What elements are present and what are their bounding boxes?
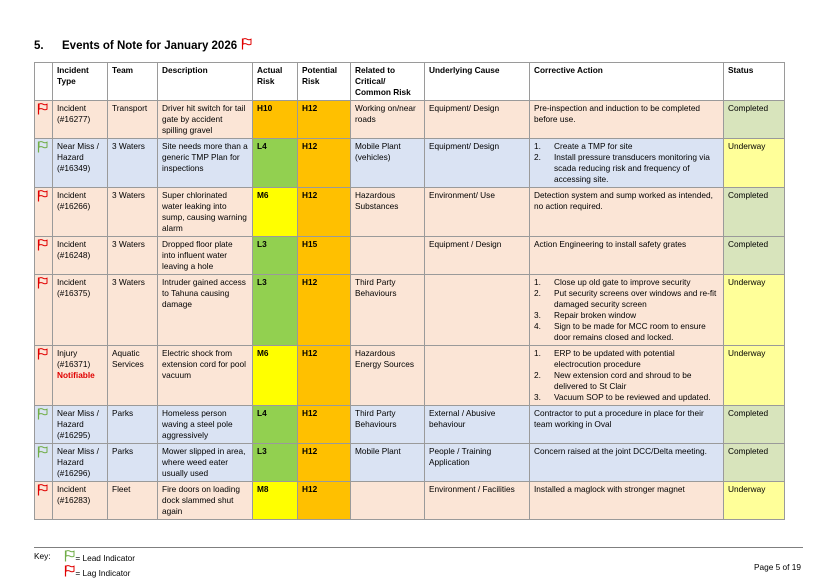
- column-header: Actual Risk: [253, 63, 298, 101]
- description-cell: Intruder gained access to Tahuna causing damage: [158, 275, 253, 346]
- incident-type: Incident: [57, 103, 87, 113]
- key-label: Key:: [34, 551, 51, 561]
- underlying-cause-cell: Equipment/ Design: [425, 101, 530, 139]
- column-header: Related to Critical/ Common Risk: [351, 63, 425, 101]
- team-cell: Aquatic Services: [108, 346, 158, 406]
- status-cell: Underway: [724, 346, 785, 406]
- lag-flag-icon: [64, 565, 75, 578]
- actual-risk-cell: M6: [253, 188, 298, 237]
- status-cell: Completed: [724, 237, 785, 275]
- potential-risk-cell: H12: [298, 346, 351, 406]
- incident-type-cell: [53, 237, 108, 275]
- incident-id: (#16295): [57, 430, 91, 440]
- column-header: Description: [158, 63, 253, 101]
- related-risk-cell: [351, 237, 425, 275]
- action-text: Create a TMP for site: [554, 141, 633, 151]
- incident-id: (#16371): [57, 359, 91, 369]
- incident-id: (#16349): [57, 163, 91, 173]
- potential-risk-cell: H12: [298, 406, 351, 444]
- action-number: 1.: [534, 141, 541, 151]
- underlying-cause-cell: Equipment/ Design: [425, 139, 530, 188]
- description-cell: Homeless person waving a steel pole aggressively: [158, 406, 253, 444]
- incident-type: Near Miss / Hazard: [57, 408, 99, 429]
- incident-type-cell: [53, 346, 108, 406]
- corrective-action-text: Pre-inspection and induction to be completed before use.: [534, 103, 701, 124]
- actual-risk-cell: L3: [253, 237, 298, 275]
- actual-risk-cell: H10: [253, 101, 298, 139]
- incident-type: Incident: [57, 190, 87, 200]
- incident-id: (#16375): [57, 288, 91, 298]
- team-cell: 3 Waters: [108, 139, 158, 188]
- team-cell: Fleet: [108, 482, 158, 520]
- description-cell: Driver hit switch for tail gate by accident spilling gravel: [158, 101, 253, 139]
- underlying-cause-cell: [425, 275, 530, 346]
- related-risk-cell: Mobile Plant: [351, 444, 425, 482]
- notifiable-label: Notifiable: [57, 370, 95, 380]
- action-number: 2.: [534, 370, 541, 380]
- incident-id: (#16277): [57, 114, 91, 124]
- lag-flag-icon: [37, 107, 48, 117]
- indicator-cell: [35, 346, 53, 406]
- corrective-action-cell: [530, 346, 724, 406]
- corrective-action-cell: [530, 188, 724, 237]
- list-item: [534, 370, 719, 392]
- column-header: Potential Risk: [298, 63, 351, 101]
- corrective-action-text: Detection system and sump worked as intended, no action required.: [534, 190, 713, 211]
- lag-flag-icon: [241, 38, 252, 53]
- incident-type-cell: [53, 444, 108, 482]
- table-row: [35, 275, 785, 346]
- potential-risk-cell: H12: [298, 139, 351, 188]
- list-item: [534, 348, 719, 370]
- team-cell: 3 Waters: [108, 275, 158, 346]
- incident-id: (#16248): [57, 250, 91, 260]
- action-text: Vacuum SOP to be reviewed and updated.: [554, 392, 711, 402]
- status-cell: Completed: [724, 444, 785, 482]
- status-cell: Completed: [724, 188, 785, 237]
- table-header-row: [35, 63, 785, 101]
- table-row: [35, 237, 785, 275]
- team-cell: 3 Waters: [108, 188, 158, 237]
- incident-type-cell: [53, 482, 108, 520]
- table-row: [35, 346, 785, 406]
- lag-flag-icon: [37, 243, 48, 253]
- section-number: 5.: [34, 39, 44, 52]
- table-row: [35, 188, 785, 237]
- description-cell: Super chlorinated water leaking into sump, causing warning alarm: [158, 188, 253, 237]
- potential-risk-cell: H12: [298, 188, 351, 237]
- lag-flag-icon: [37, 352, 48, 362]
- action-text: Install pressure transducers monitoring via scada reducing risk and frequency of accessing site.: [554, 152, 710, 184]
- action-text: ERP to be updated with potential electrocution procedure: [554, 348, 675, 369]
- action-text: Repair broken window: [554, 310, 637, 320]
- corrective-action-cell: [530, 139, 724, 188]
- lead-flag-icon: [37, 412, 48, 422]
- actual-risk-cell: M8: [253, 482, 298, 520]
- indicator-cell: [35, 444, 53, 482]
- potential-risk-cell: H15: [298, 237, 351, 275]
- underlying-cause-cell: Environment / Facilities: [425, 482, 530, 520]
- corrective-action-list: [534, 277, 719, 343]
- lead-flag-icon: [37, 450, 48, 460]
- description-cell: Dropped floor plate into influent water leaving a hole: [158, 237, 253, 275]
- incident-type-cell: [53, 275, 108, 346]
- list-item: [534, 321, 719, 343]
- potential-risk-cell: H12: [298, 275, 351, 346]
- list-item: [534, 288, 719, 310]
- incident-type: Near Miss / Hazard: [57, 141, 99, 162]
- lag-flag-icon: [37, 488, 48, 498]
- lead-flag-icon: [37, 145, 48, 155]
- incident-type: Incident: [57, 277, 87, 287]
- related-risk-cell: [351, 482, 425, 520]
- potential-risk-cell: H12: [298, 482, 351, 520]
- corrective-action-text: Installed a maglock with stronger magnet: [534, 484, 685, 494]
- corrective-action-list: [534, 141, 719, 185]
- column-header: Team: [108, 63, 158, 101]
- actual-risk-cell: L4: [253, 406, 298, 444]
- related-risk-cell: Working on/near roads: [351, 101, 425, 139]
- actual-risk-cell: L3: [253, 275, 298, 346]
- column-header: [35, 63, 53, 101]
- section-heading: [34, 38, 252, 53]
- description-cell: Electric shock from extension cord for pool vacuum: [158, 346, 253, 406]
- lag-flag-icon: [37, 281, 48, 291]
- underlying-cause-cell: Equipment / Design: [425, 237, 530, 275]
- action-number: 4.: [534, 321, 541, 331]
- column-header: Incident Type: [53, 63, 108, 101]
- corrective-action-cell: [530, 406, 724, 444]
- indicator-cell: [35, 406, 53, 444]
- corrective-action-cell: [530, 482, 724, 520]
- corrective-action-text: Concern raised at the joint DCC/Delta meeting.: [534, 446, 707, 456]
- list-item: [534, 277, 719, 288]
- column-header: Status: [724, 63, 785, 101]
- description-cell: Fire doors on loading dock slammed shut again: [158, 482, 253, 520]
- potential-risk-cell: H12: [298, 444, 351, 482]
- underlying-cause-cell: Environment/ Use: [425, 188, 530, 237]
- key-lag-text: = Lag Indicator: [75, 567, 131, 578]
- list-item: [534, 141, 719, 152]
- actual-risk-cell: M6: [253, 346, 298, 406]
- incident-type: Near Miss / Hazard: [57, 446, 99, 467]
- actual-risk-cell: L3: [253, 444, 298, 482]
- table-row: [35, 101, 785, 139]
- related-risk-cell: Third Party Behaviours: [351, 275, 425, 346]
- incident-id: (#16266): [57, 201, 91, 211]
- status-cell: Underway: [724, 482, 785, 520]
- incident-type-cell: [53, 406, 108, 444]
- underlying-cause-cell: People / Training Application: [425, 444, 530, 482]
- action-text: Sign to be made for MCC room to ensure door remains closed and locked.: [554, 321, 706, 342]
- related-risk-cell: Hazardous Substances: [351, 188, 425, 237]
- corrective-action-list: [534, 348, 719, 403]
- corrective-action-cell: [530, 444, 724, 482]
- column-header: Corrective Action: [530, 63, 724, 101]
- action-number: 2.: [534, 152, 541, 162]
- corrective-action-text: Action Engineering to install safety grates: [534, 239, 687, 249]
- indicator-cell: [35, 275, 53, 346]
- corrective-action-cell: [530, 237, 724, 275]
- table-row: [35, 406, 785, 444]
- list-item: [534, 152, 719, 185]
- team-cell: Parks: [108, 406, 158, 444]
- indicator-cell: [35, 139, 53, 188]
- page-number: Page 5 of 19: [753, 562, 801, 572]
- incident-type: Incident: [57, 484, 87, 494]
- key-lag: [64, 565, 135, 578]
- list-item: [534, 310, 719, 321]
- table-row: [35, 444, 785, 482]
- action-number: 1.: [534, 348, 541, 358]
- team-cell: Parks: [108, 444, 158, 482]
- corrective-action-cell: [530, 101, 724, 139]
- incident-type: Incident: [57, 239, 87, 249]
- footer-divider: [34, 547, 803, 548]
- related-risk-cell: Third Party Behaviours: [351, 406, 425, 444]
- potential-risk-cell: H12: [298, 101, 351, 139]
- lag-flag-icon: [37, 194, 48, 204]
- actual-risk-cell: L4: [253, 139, 298, 188]
- status-cell: Completed: [724, 101, 785, 139]
- action-number: 3.: [534, 392, 541, 402]
- corrective-action-cell: [530, 275, 724, 346]
- incident-type-cell: [53, 188, 108, 237]
- lead-flag-icon: [64, 550, 75, 565]
- key-lead: [64, 550, 135, 565]
- corrective-action-text: Contractor to put a procedure in place for their team working in Oval: [534, 408, 704, 429]
- status-cell: Underway: [724, 139, 785, 188]
- related-risk-cell: Mobile Plant (vehicles): [351, 139, 425, 188]
- team-cell: 3 Waters: [108, 237, 158, 275]
- incident-type: Injury: [57, 348, 78, 358]
- list-item: [534, 392, 719, 403]
- description-cell: Site needs more than a generic TMP Plan for inspections: [158, 139, 253, 188]
- description-cell: Mower slipped in area, where weed eater usually used: [158, 444, 253, 482]
- indicator-cell: [35, 237, 53, 275]
- column-header: Underlying Cause: [425, 63, 530, 101]
- incident-id: (#16283): [57, 495, 91, 505]
- status-cell: Underway: [724, 275, 785, 346]
- action-number: 3.: [534, 310, 541, 320]
- events-table: [34, 62, 785, 520]
- indicator-cell: [35, 482, 53, 520]
- status-cell: Completed: [724, 406, 785, 444]
- underlying-cause-cell: [425, 346, 530, 406]
- underlying-cause-cell: External / Abusive behaviour: [425, 406, 530, 444]
- action-number: 2.: [534, 288, 541, 298]
- incident-type-cell: [53, 101, 108, 139]
- key-lead-text: = Lead Indicator: [75, 552, 136, 563]
- action-text: Close up old gate to improve security: [554, 277, 691, 287]
- indicator-cell: [35, 101, 53, 139]
- table-row: [35, 482, 785, 520]
- indicator-cell: [35, 188, 53, 237]
- key-legend: [34, 550, 135, 578]
- related-risk-cell: Hazardous Energy Sources: [351, 346, 425, 406]
- team-cell: Transport: [108, 101, 158, 139]
- action-text: New extension cord and shroud to be delivered to St Clair: [554, 370, 692, 391]
- action-text: Put security screens over windows and re-fit damaged security screen: [554, 288, 717, 309]
- section-title: Events of Note for January 2026: [62, 39, 238, 52]
- incident-id: (#16296): [57, 468, 91, 478]
- action-number: 1.: [534, 277, 541, 287]
- incident-type-cell: [53, 139, 108, 188]
- table-row: [35, 139, 785, 188]
